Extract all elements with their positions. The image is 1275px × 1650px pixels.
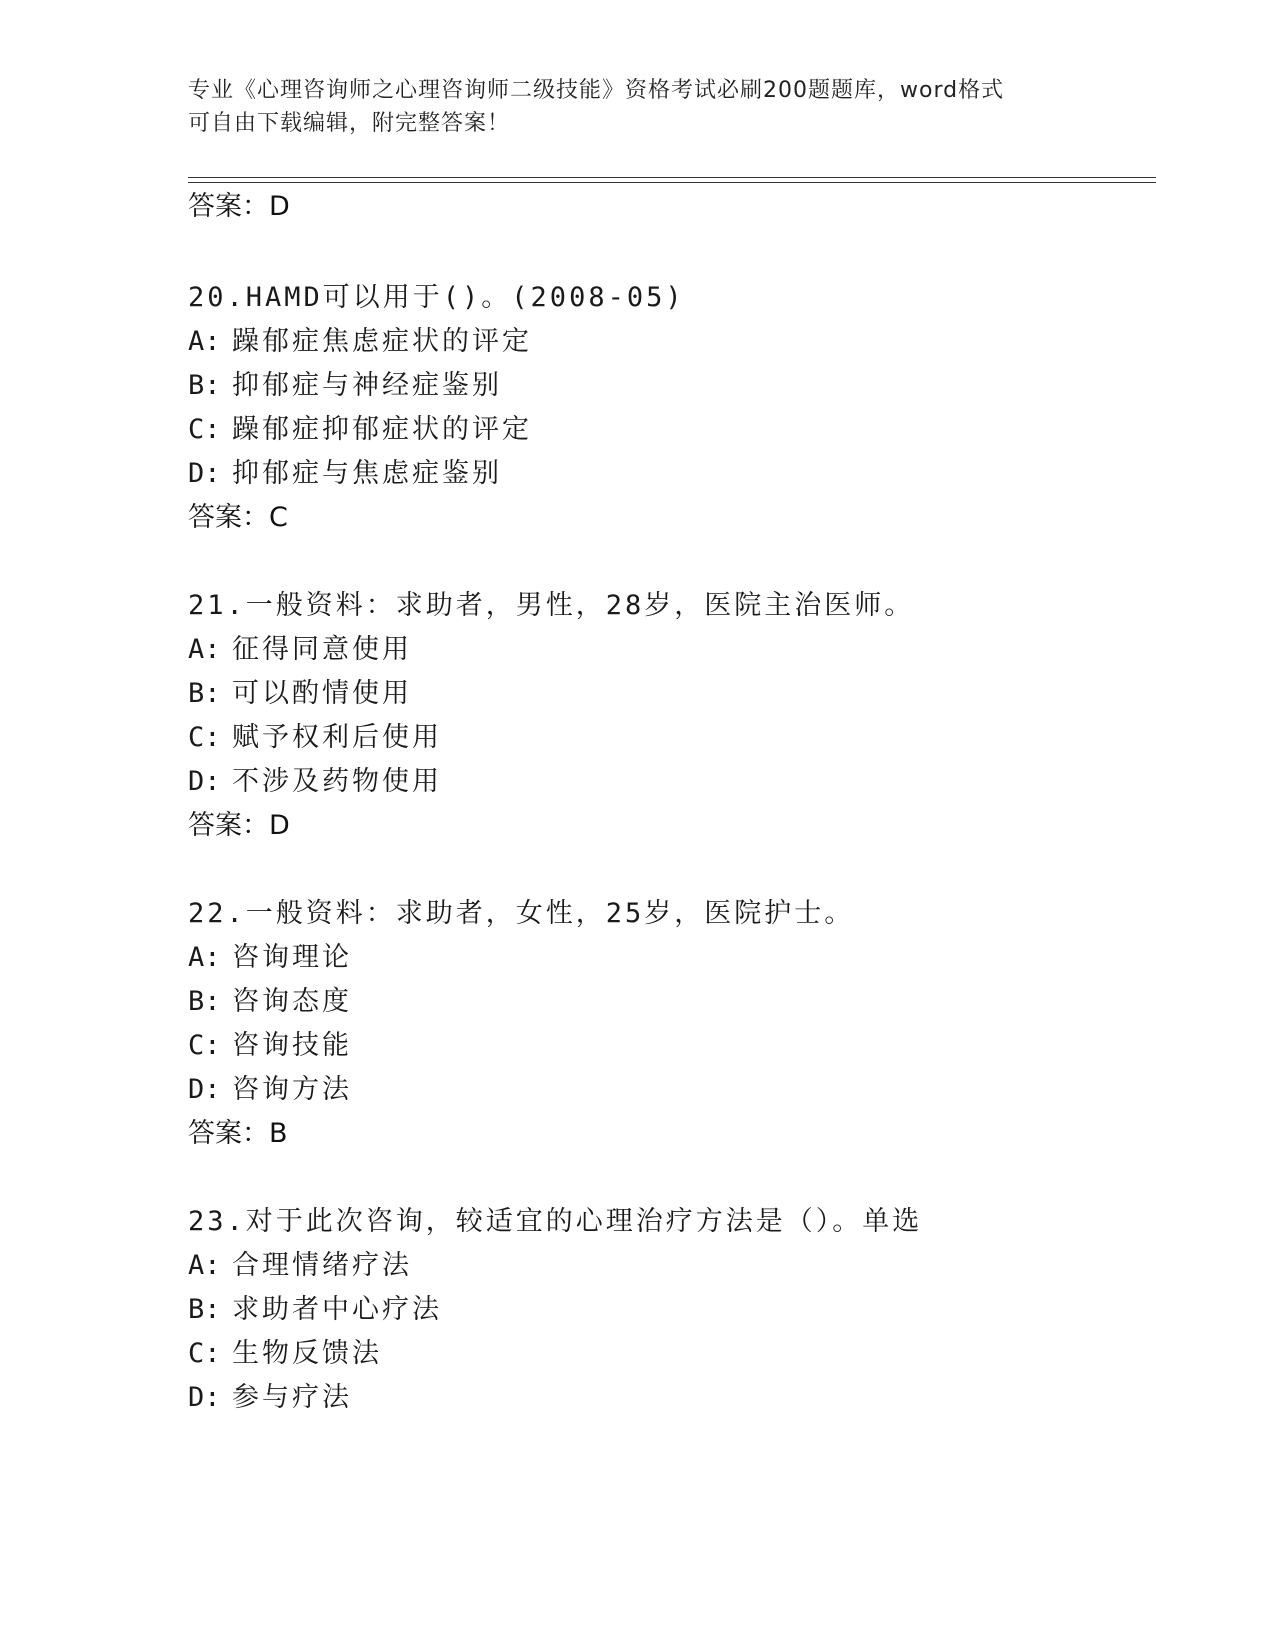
option-text: 可以酌情使用 [232, 678, 412, 709]
question-21-answer: 答案：D [188, 810, 290, 841]
question-20-option-b [188, 370, 502, 402]
question-23-option-b [188, 1294, 442, 1326]
option-letter: B: [188, 986, 221, 1017]
question-21-stem: 21.一般资料：求助者，男性，28岁，医院主治医师。 [188, 590, 915, 621]
option-letter: D: [188, 766, 221, 797]
header-rule-bottom [188, 182, 1156, 183]
option-letter: A: [188, 1250, 221, 1281]
option-letter: B: [188, 1294, 221, 1325]
option-letter: C: [188, 722, 221, 753]
option-text: 征得同意使用 [232, 634, 412, 665]
question-23-option-d [188, 1382, 352, 1414]
question-21-option-d [188, 766, 442, 798]
option-letter: B: [188, 370, 221, 401]
question-22-stem: 22.一般资料：求助者，女性，25岁，医院护士。 [188, 898, 855, 929]
option-text: 躁郁症抑郁症状的评定 [232, 414, 532, 445]
question-20-option-d [188, 458, 502, 490]
option-letter: A: [188, 634, 221, 665]
option-text: 咨询理论 [232, 942, 352, 973]
option-letter: D: [188, 458, 221, 489]
option-letter: D: [188, 1074, 221, 1105]
option-text: 躁郁症焦虑症状的评定 [232, 326, 532, 357]
question-20-answer: 答案：C [188, 502, 288, 533]
option-text: 咨询方法 [232, 1074, 352, 1105]
question-22-option-b [188, 986, 352, 1018]
document-header [188, 74, 1088, 140]
question-22-option-c [188, 1030, 352, 1062]
option-text: 参与疗法 [232, 1382, 352, 1413]
question-23-option-a [188, 1250, 412, 1282]
option-letter: B: [188, 678, 221, 709]
option-text: 抑郁症与焦虑症鉴别 [232, 458, 502, 489]
header-line-2: 可自由下载编辑，附完整答案！ [188, 111, 511, 136]
previous-answer: 答案：D [188, 191, 290, 222]
question-22-option-d [188, 1074, 352, 1106]
header-rule-top [188, 177, 1156, 178]
question-21-option-a [188, 634, 412, 666]
question-20-option-a [188, 326, 532, 358]
question-20-stem: 20.HAMD可以用于()。(2008-05) [188, 282, 685, 313]
option-letter: C: [188, 1030, 221, 1061]
option-text: 不涉及药物使用 [232, 766, 442, 797]
option-text: 赋予权利后使用 [232, 722, 442, 753]
option-text: 咨询技能 [232, 1030, 352, 1061]
question-23-stem: 23.对于此次咨询，较适宜的心理治疗方法是（）。单选 [188, 1206, 923, 1237]
question-20-option-c [188, 414, 532, 446]
option-letter: D: [188, 1382, 221, 1413]
option-text: 生物反馈法 [232, 1338, 382, 1369]
question-21-option-c [188, 722, 442, 754]
option-text: 求助者中心疗法 [232, 1294, 442, 1325]
option-text: 抑郁症与神经症鉴别 [232, 370, 502, 401]
question-21-option-b [188, 678, 412, 710]
header-line-1: 专业《心理咨询师之心理咨询师二级技能》资格考试必刷200题题库，word格式 [188, 78, 1005, 103]
option-text: 合理情绪疗法 [232, 1250, 412, 1281]
option-letter: A: [188, 326, 221, 357]
question-23-option-c [188, 1338, 382, 1370]
option-text: 咨询态度 [232, 986, 352, 1017]
option-letter: C: [188, 1338, 221, 1369]
option-letter: A: [188, 942, 221, 973]
option-letter: C: [188, 414, 221, 445]
question-22-answer: 答案：B [188, 1118, 288, 1149]
question-22-option-a [188, 942, 352, 974]
